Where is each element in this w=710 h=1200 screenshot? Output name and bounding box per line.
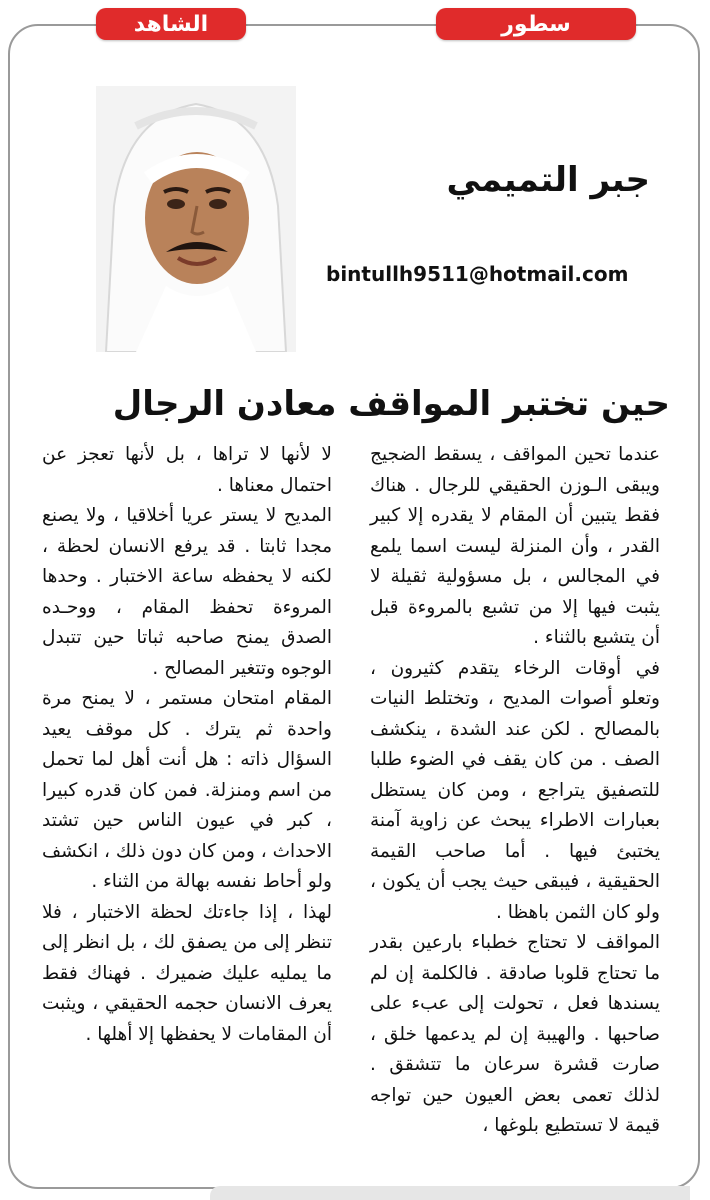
article-headline: حين تختبر المواقف معادن الرجال (112, 384, 670, 424)
article-column-left (42, 440, 332, 1140)
paragraph: لا لأنها لا تراها ، بل لأنها تعجز عن احتمال معناها . (42, 444, 332, 496)
columnist-email[interactable]: bintullh9511@hotmail.com (326, 262, 629, 286)
paragraph: المديح لا يستر عريا أخلاقيا ، ولا يصنع مجدا ثابتا . قد يرفع الانسان لحظة ، لكنه لا يحفظه ساعة الاختبار . وحدها المروءة تحفظ المقام ، ووحـده الصدق يمنح صاحبه ثباتا حين تتبدل الوجوه وتتغير المصالح . (42, 505, 332, 679)
columnist-photo (96, 86, 296, 352)
bottom-bar (210, 1186, 690, 1200)
article-column-right (370, 440, 660, 1140)
paragraph: المقام امتحان مستمر ، لا يمنح مرة واحدة ثم يترك . كل موقف يعيد السؤال ذاته : هل أنت أهل لما تحمل من اسم ومنزلة. فمن كان قدره كبيرا ، كبر في عيون الناس حين تشتد الاحداث ، ومن كان دون ذلك ، انكشف ولو أحاط نفسه بهالة من الثناء . (42, 688, 332, 892)
columnist-name: جبر التميمي (446, 160, 650, 200)
paragraph: لهذا ، إذا جاءتك لحظة الاختبار ، فلا تنظر إلى من يصفق لك ، بل انظر إلى ما يمليه عليك ضميرك . فهناك فقط يعرف الانسان حجمه الحقيقي ، ويثبت أن المقامات لا يحفظها إلا أهلها . (42, 901, 332, 1045)
section-tab[interactable] (436, 8, 636, 40)
paragraph: عندما تحين المواقف ، يسقط الضجيج ويبقى الـوزن الحقيقي للرجال . هناك فقط يتبين أن المقام لا يقدره إلا كبير القدر ، وأن المنزلة ليست اسما يلمع في المجالس ، بل مسؤولية ثقيلة لا يثبت فيها إلا من تشبع بالمروءة قبل أن يتشبع بالثناء . (370, 444, 660, 648)
section-tab-label: سطور (501, 11, 571, 37)
publication-tab-label: الشاهد (133, 11, 209, 37)
paragraph: المواقف لا تحتاج خطباء بارعين بقدر ما تحتاج قلوبا صادقة . فالكلمة إن لم يسندها فعل ، تحولت إلى عبء على صاحبها . والهيبة إن لم يدعمها خلق ، صارت قشرة سرعان ما تتشقق . لذلك تعمى بعض العيون حين تواجه قيمة لا تستطيع بلوغها ، (370, 932, 660, 1136)
publication-tab[interactable] (96, 8, 246, 40)
paragraph: في أوقات الرخاء يتقدم كثيرون ، وتعلو أصوات المديح ، وتختلط النيات بالمصالح . لكن عند الشدة ، ينكشف الصف . من كان يقف في الضوء طلبا للتصفيق يتراجع ، ومن كان يستظل بعبارات الاطراء يبحث عن زاوية آمنة يختبئ فيها . أما صاحب القيمة الحقيقية ، فيبقى حيث يجب أن يكون ، ولو كان الثمن باهظا . (370, 657, 660, 923)
